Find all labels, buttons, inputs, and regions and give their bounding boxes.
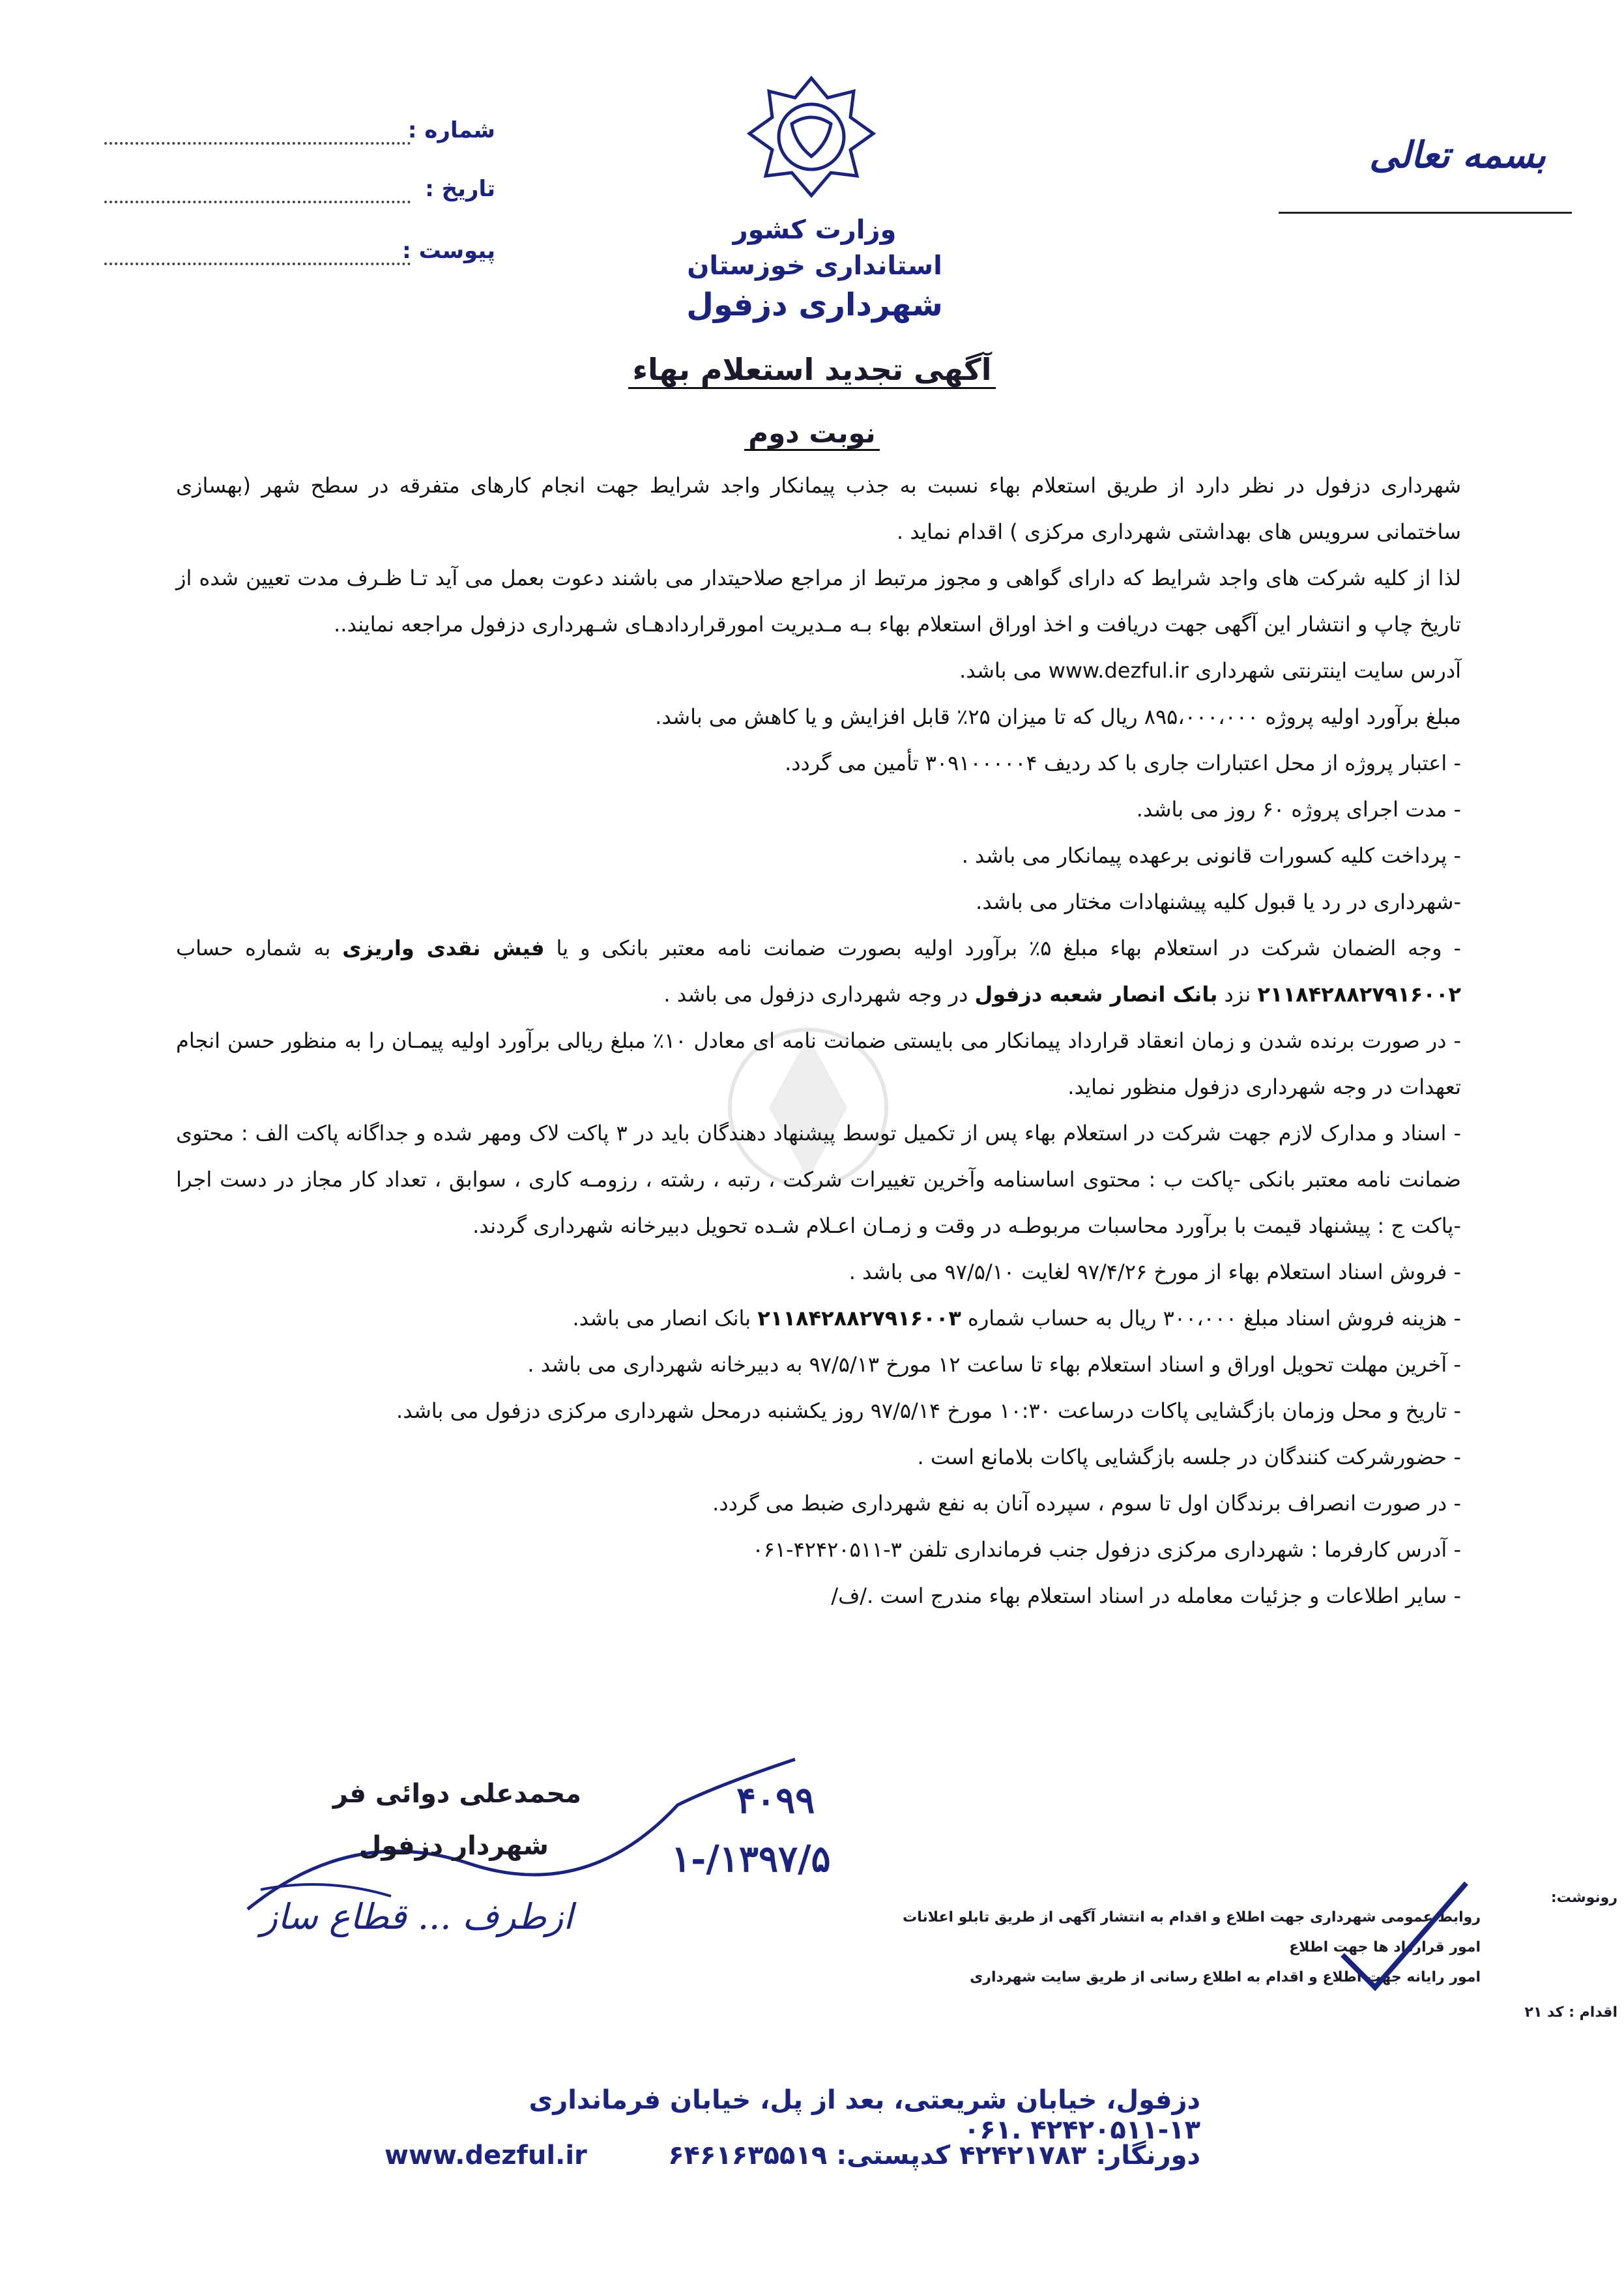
body-other-info: - سایر اطلاعات و جزئیات معامله در اسناد استعلام بهاء مندرج است ./ف/ bbox=[831, 1583, 1461, 1608]
meta-number-label: شماره : bbox=[407, 117, 495, 143]
bismillah-underline bbox=[1279, 212, 1572, 214]
guarantee-account-number: ۲۱۱۸۴۲۸۸۲۷۹۱۶۰۰۲ bbox=[1257, 982, 1461, 1007]
meta-date-label: تاریخ : bbox=[425, 176, 495, 202]
signatory-title: شهردار دزفول bbox=[358, 1831, 549, 1861]
meta-number bbox=[104, 117, 495, 156]
body-sale-period: - فروش اسناد استعلام بهاء از مورخ ۹۷/۴/۲۶ لغایت ۹۷/۵/۱۰ می باشد . bbox=[848, 1260, 1461, 1284]
guarantee-cash-receipt: فیش نقدی واریزی bbox=[342, 936, 545, 960]
body-opening: - تاریخ و محل وزمان بازگشایی پاکات درساعت ۱۰:۳۰ مورخ ۹۷/۵/۱۴ روز یکشنبه درمحل شهرداری مرکزی دزفول می باشد. bbox=[396, 1398, 1461, 1423]
meta-date bbox=[104, 176, 495, 215]
body-documents: - اسناد و مدارک لازم جهت شرکت در استعلام بهاء پس از تکمیل توسط پیشنهاد دهندگان باید در ۳ پاکت لاک ومهر شده و جداگانه پاکت الف : محتوی ضمانت نامه معتبر بانکی -پاکت ب : محتوی اساسنامه وآخرین تغییرات شرکت ، رتبه ، رشته ، رزومـه کاری ، سوابق ، تعداد کار مجاز در دست اجرا -پاکت ج : پیشنهاد قیمت با برآورد محاسبات مربوطـه در وقت و زمـان اعـلام شـده تحویل دبیرخانه شهرداری گردند. bbox=[176, 1121, 1462, 1238]
copy-it-department: امور رایانه جهت اطلاع و اقدام به اطلاع رسانی از طریق سایت شهرداری bbox=[970, 1969, 1481, 1985]
body-invite: لذا از کلیه شرکت های واجد شرایط که دارای گواهی و مجوز مرتبط از مراجع صلاحیتدار می باشند دعوت بعمل می آید تـا ظـرف مدت تعیین شده از تاریخ چاپ و انتشار این آگهی جهت دریافت و اخذ اوراق استعلام بهاء بـه مـدیریت امورقراردادهـای شـهرداری دزفول مراجعه نمایند.. bbox=[176, 566, 1461, 637]
fee-account-number: ۲۱۱۸۴۲۸۸۲۷۹۱۶۰۰۳ bbox=[757, 1306, 961, 1331]
letter-number: ۴۰۹۹ bbox=[736, 1779, 815, 1822]
notice-subtitle-text: نوبت دوم bbox=[744, 417, 879, 451]
body-performance: - در صورت برنده شدن و زمان انعقاد قرارداد پیمانکار می بایستی ضمانت نامه ای معادل ۱۰٪ مبلغ ریالی برآورد اولیه پیمـان را به منظور حسن انجام تعهدات در وجه شهرداری دزفول منظور نماید. bbox=[176, 1028, 1462, 1099]
guarantee-part-b: به شماره حساب bbox=[176, 936, 343, 960]
notice-subtitle bbox=[0, 417, 1624, 449]
body-deadline: - آخرین مهلت تحویل اوراق و اسناد استعلام بهاء تا ساعت ۱۲ مورخ ۹۷/۵/۱۳ به دبیرخانه شهرداری می باشد . bbox=[527, 1352, 1461, 1377]
body-website: آدرس سایت اینترنتی شهرداری www.dezful.ir می باشد. bbox=[959, 658, 1461, 683]
meta-number-dots bbox=[104, 142, 411, 145]
footer-website: www.dezful.ir bbox=[384, 2141, 587, 2170]
fee-part-a: - هزینه فروش اسناد مبلغ ۳۰۰،۰۰۰ ریال به حساب شماره bbox=[961, 1306, 1461, 1331]
guarantee-bank: بانک انصار شعبه دزفول bbox=[974, 982, 1218, 1007]
checkmark-icon bbox=[1329, 1877, 1473, 1994]
copy-public-relations: روابط عمومی شهرداری جهت اطلاع و اقدام به انتشار آگهی از طریق تابلو اعلانات bbox=[903, 1909, 1481, 1925]
body-employer-address: - آدرس کارفرما : شهرداری مرکزی دزفول جنب فرمانداری تلفن ۳-۴۲۴۲۰۵۱۱-۰۶۱ bbox=[752, 1537, 1461, 1562]
org-city: شهرداری دزفول bbox=[686, 287, 943, 323]
guarantee-part-d: در وجه شهرداری دزفول می باشد . bbox=[663, 982, 975, 1007]
bismillah-heading: بسمه تعالی bbox=[1369, 134, 1546, 177]
signatory-name: محمدعلی دوائی فر bbox=[332, 1779, 581, 1809]
body-intro: شهرداری دزفول در نظر دارد از طریق استعلام بهاء نسبت به جذب پیمانکار واجد شرایط جهت انجام کارهای متفرقه در سطح شهر (بهسازی ساختمانی سرویس های بهداشتی شهرداری مرکزی ) اقدام نماید . bbox=[176, 473, 1461, 544]
body-rejection: -شهرداری در رد یا قبول کلیه پیشنهادات مختار می باشد. bbox=[976, 889, 1461, 914]
meta-attachment bbox=[104, 238, 495, 277]
body-forfeit: - در صورت انصراف برندگان اول تا سوم ، سپرده آنان به نفع شهرداری ضبط می گردد. bbox=[712, 1491, 1461, 1516]
body-guarantee bbox=[176, 925, 1461, 1018]
meta-date-dots bbox=[104, 201, 411, 203]
footer-address: دزفول، خیابان شریعتی، بعد از پل، خیابان فرمانداری ۱۳-۴۲۴۲۰۵۱۱ .۰۶۱ bbox=[529, 2085, 1200, 2145]
notice-title-text: آگهی تجدید استعلام بهاء bbox=[628, 352, 995, 389]
body-credit: - اعتبار پروژه از محل اعتبارات جاری با کد ردیف ۳۰۹۱۰۰۰۰۰۴ تأمین می گردد. bbox=[785, 751, 1461, 775]
meta-attachment-dots bbox=[104, 263, 411, 265]
org-province: استانداری خوزستان bbox=[687, 251, 942, 281]
body-deductions: - پرداخت کلیه کسورات قانونی برعهده پیمانکار می باشد . bbox=[961, 843, 1461, 868]
footer-fax-postal: دورنگار: ۴۲۴۲۱۷۸۳ کدپستی: ۶۴۶۱۶۳۵۵۱۹ bbox=[668, 2141, 1200, 2170]
handwritten-on-behalf: ازطرف ... قطاع ساز bbox=[261, 1896, 573, 1937]
copies-header: رونوشت: bbox=[1550, 1890, 1617, 1906]
municipality-logo bbox=[730, 72, 893, 222]
body-estimate: مبلغ برآورد اولیه پروژه ۸۹۵،۰۰۰،۰۰۰ ریال که تا میزان ۲۵٪ قابل افزایش و یا کاهش می باشد. bbox=[655, 704, 1461, 729]
meta-attachment-label: پیوست : bbox=[402, 238, 495, 264]
guarantee-part-c: نزد bbox=[1217, 982, 1258, 1007]
action-code: اقدام : کد ۲۱ bbox=[1524, 2004, 1617, 2021]
notice-title bbox=[0, 352, 1624, 387]
copy-contracts: امور قرارداد ها جهت اطلاع bbox=[1289, 1939, 1481, 1955]
notice-body bbox=[176, 463, 1461, 1619]
body-attendance: - حضورشرکت کنندگان در جلسه بازگشایی پاکات بلامانع است . bbox=[917, 1445, 1461, 1469]
body-fee bbox=[176, 1295, 1461, 1342]
guarantee-part-a: - وجه الضمان شرکت در استعلام بهاء مبلغ ۵٪ برآورد اولیه بصورت ضمانت نامه معتبر بانکی و یا bbox=[544, 936, 1462, 960]
letter-date: ۱۳۹۷/۵/-۱ bbox=[671, 1838, 831, 1881]
body-duration: - مدت اجرای پروژه ۶۰ روز می باشد. bbox=[1136, 797, 1461, 822]
org-ministry: وزارت کشور bbox=[732, 215, 897, 245]
fee-part-b: بانک انصار می باشد. bbox=[572, 1306, 758, 1331]
